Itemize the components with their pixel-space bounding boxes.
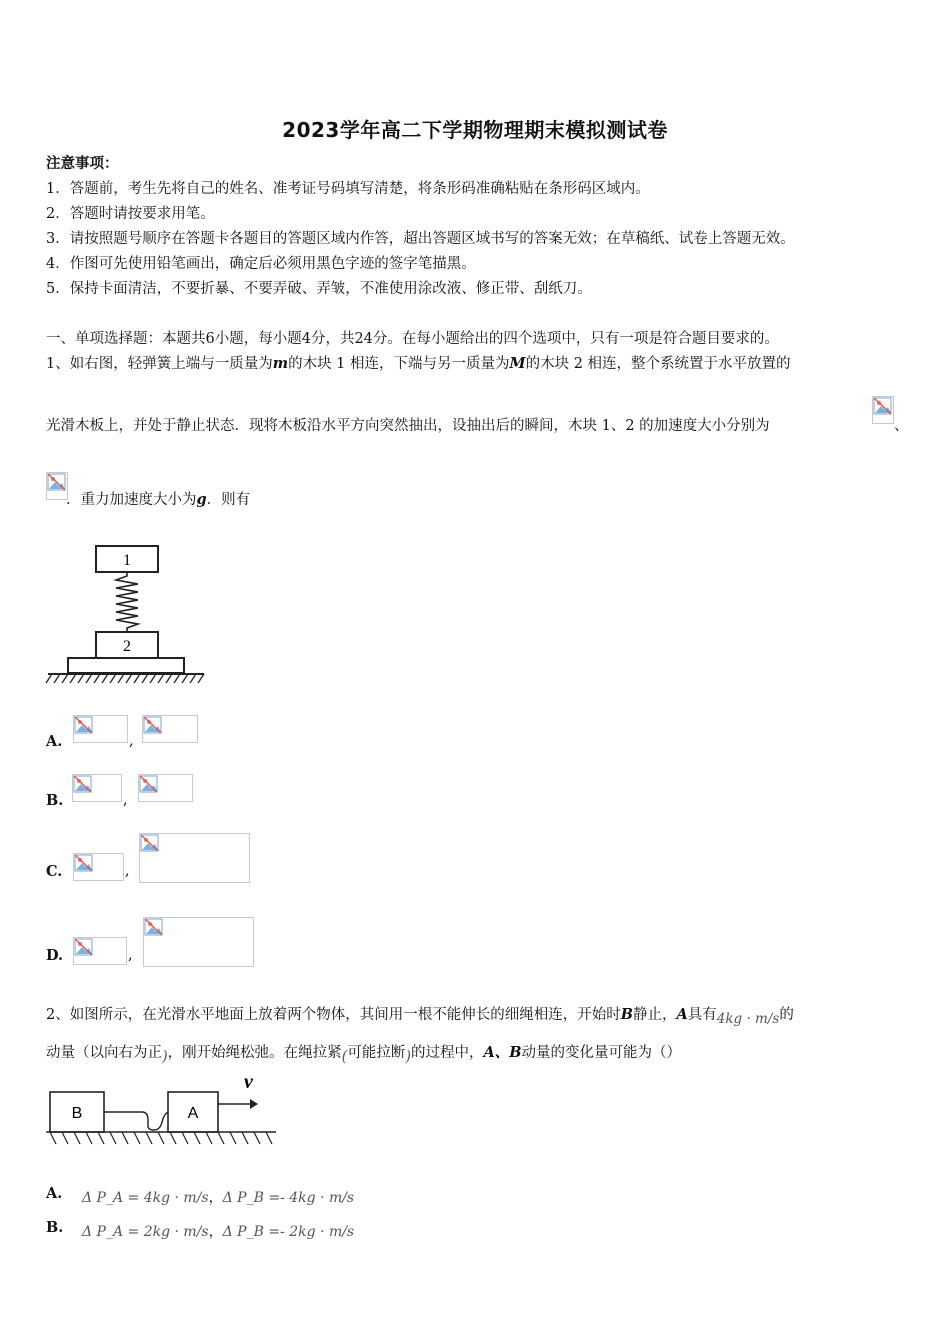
notice-heading: 注意事项： [46,155,119,172]
ground-hatch [46,674,204,683]
block-B-label: B [71,1105,83,1122]
option-b-sep: , [123,792,128,808]
image-placeholder-icon [73,775,93,793]
q2-option-b-label: B. [46,1219,64,1236]
block-A-label: A [187,1105,199,1122]
option-d-label: D. [46,947,64,964]
image-placeholder-icon [74,854,94,872]
option-b-label: B. [46,792,64,809]
q2-option-a-text: Δ P_A = 4kg · m/s，Δ P_B =- 4kg · m/s [82,1190,355,1206]
board [68,658,184,673]
image-placeholder-icon [143,716,163,734]
image-placeholder-icon [46,472,68,500]
option-c-image-2 [139,833,250,883]
q2-line1: 2、如图所示，在光滑水平地面上放着两个物体，其间用一根不能伸长的细绳相连，开始时B静止，A具有4kg · m/s的 [46,1006,794,1027]
option-b-image-1 [72,774,122,802]
option-d-image-2 [143,917,254,967]
option-a-image-1 [73,715,128,743]
image-placeholder-icon [140,834,160,852]
q1-line1: 1、如右图，轻弹簧上端与一质量为m的木块 1 相连，下端与另一质量为M的木块 2 相连，整个系统置于水平放置的 [46,355,791,372]
delta-pa: Δ P_A = 4kg · m/s [82,1190,209,1206]
q2-line2: 动量（以向右为正)，刚开始绳松弛。在绳拉紧(可能拉断)的过程中，A、B动量的变化量可能为（） [46,1044,682,1065]
var-g: g [196,491,207,508]
rope-blocks-figure [44,1068,279,1152]
ground-hatch [50,1132,272,1144]
spring [116,572,138,632]
q2-option-b-text: Δ P_A = 2kg · m/s，Δ P_B =- 2kg · m/s [82,1224,355,1240]
velocity-label: v [244,1071,253,1093]
q1-line3: ．重力加速度大小为g．则有 [66,491,251,508]
notice-item: 4．作图可先使用铅笔画出，确定后必须用黑色字迹的签字笔描黑。 [46,256,476,272]
section-heading: 一、单项选择题：本题共6小题，每小题4分，共24分。在每小题给出的四个选项中，只有一项是符合题目要求的。 [46,331,779,347]
image-placeholder-icon [144,918,164,936]
q2-option-a-label: A. [46,1185,63,1202]
image-placeholder-icon [139,775,159,793]
notice-item: 2．答题时请按要求用笔。 [46,206,215,222]
image-placeholder-icon [74,938,94,956]
var-A: A [676,1006,688,1023]
var-B: B [620,1006,633,1023]
q1-separator: 、 [894,418,909,434]
q1-line2: 光滑木板上，并处于静止状态．现将木板沿水平方向突然抽出，设抽出后的瞬间，木块 1、2 的加速度大小分别为 [46,418,770,434]
option-d-sep: , [128,947,133,963]
option-d-image-1 [73,937,127,965]
delta-pa: Δ P_A = 2kg · m/s [82,1224,209,1240]
option-c-label: C. [46,863,63,880]
option-a-image-2 [142,715,198,743]
block-1-label: 1 [123,552,131,569]
velocity-arrowhead [250,1099,258,1109]
block-2-label: 2 [123,638,131,655]
momentum-value: 4kg · m/s [716,1011,780,1027]
option-a-sep: , [129,733,134,749]
delta-pb: Δ P_B =- 4kg · m/s [222,1190,355,1206]
rope [104,1112,168,1130]
option-c-sep: , [125,863,130,879]
spring-blocks-figure [44,540,209,690]
notice-item: 3．请按照题号顺序在答题卡各题目的答题区域内作答，超出答题区域书写的答案无效；在草稿纸、试卷上答题无效。 [46,231,795,247]
option-b-image-2 [138,774,193,802]
image-placeholder-icon [872,396,894,424]
page-title: 2023学年高二下学期物理期末模拟测试卷 [282,118,668,142]
image-placeholder-icon [74,716,94,734]
delta-pb: Δ P_B =- 2kg · m/s [222,1224,355,1240]
var-m: m [272,355,289,372]
option-a-label: A. [46,733,63,750]
var-M: M [509,355,526,372]
option-c-image-1 [73,853,124,881]
notice-item: 1．答题前，考生先将自己的姓名、准考证号码填写清楚，将条形码准确粘贴在条形码区域内。 [46,181,650,197]
var-AB: A、B [483,1044,522,1061]
notice-item: 5．保持卡面清洁，不要折暴、不要弄破、弄皱，不准使用涂改液、修正带、刮纸刀。 [46,281,592,297]
